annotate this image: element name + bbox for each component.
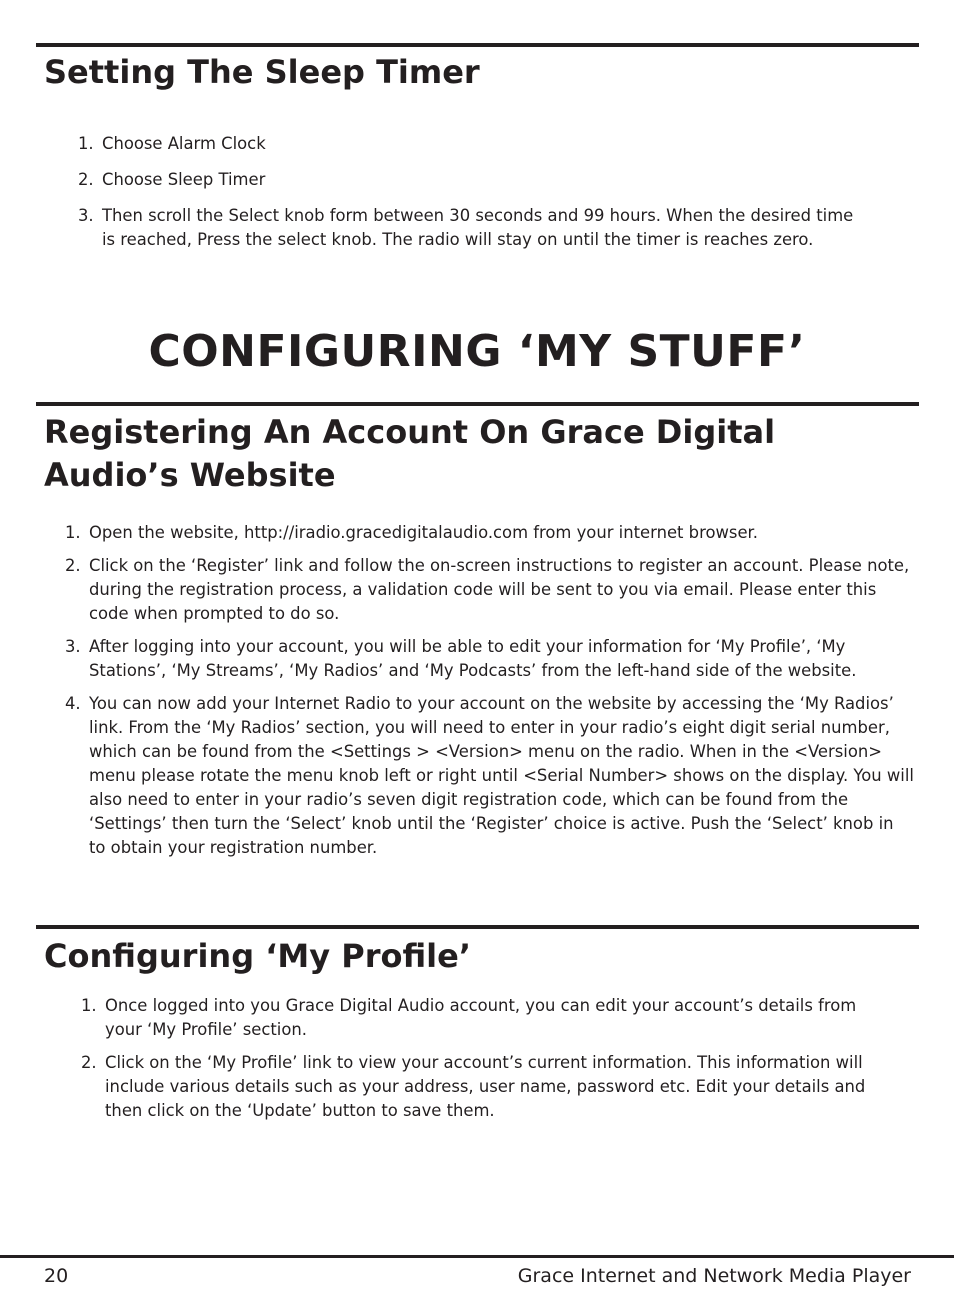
- list-item: [78, 168, 858, 192]
- section-rule-profile: [36, 925, 919, 929]
- step-number: 1.: [78, 134, 94, 153]
- heading-registering: Registering An Account On Grace Digital Audio’s Website: [44, 413, 776, 494]
- registering-steps: [65, 521, 915, 869]
- step-number: 2.: [65, 556, 81, 575]
- chapter-title: CONFIGURING ‘MY STUFF’: [148, 326, 806, 377]
- page-number: 20: [44, 1265, 69, 1287]
- step-number: 2.: [78, 170, 94, 189]
- step-number: 4.: [65, 694, 81, 713]
- step-text: Click on the ‘Register’ link and follow the on-screen instructions to register an account. Please note, during the registration process, a validation code will be sent to you via email. Please enter this code when prompted to do so.: [89, 556, 910, 623]
- profile-steps: [81, 994, 881, 1132]
- heading-profile: Configuring ‘My Profile’: [44, 937, 471, 975]
- step-text: Once logged into you Grace Digital Audio account, you can edit your account’s details from your ‘My Profile’ section.: [105, 996, 857, 1039]
- sleep-timer-steps: [78, 132, 858, 264]
- list-item: [78, 132, 858, 156]
- heading-sleep-timer: Setting The Sleep Timer: [44, 53, 480, 91]
- section-rule-sleep-timer: [36, 43, 919, 47]
- step-number: 1.: [65, 523, 81, 542]
- step-number: 3.: [78, 206, 94, 225]
- step-text: Choose Sleep Timer: [102, 170, 266, 189]
- step-number: 3.: [65, 637, 81, 656]
- step-number: 1.: [81, 996, 97, 1015]
- list-item: [65, 635, 915, 683]
- step-text: You can now add your Internet Radio to your account on the website by accessing the ‘My Radios’ link. From the ‘My Radios’ section, you will need to enter in your radio’s eight digit serial number, which can be found from the <Settings > <Version> menu on the radio. When in the <Version> menu please rotate the menu knob left or right until <Serial Number> shows on the display. You will also need to enter in your radio’s seven digit registration code, which can be found from the ‘Settings’ then turn the ‘Select’ knob until the ‘Register’ choice is active. Push the ‘Select’ knob in to obtain your registration number.: [89, 694, 914, 857]
- list-item: [65, 554, 915, 626]
- step-text: Open the website, http://iradio.gracedigitalaudio.com from your internet browser.: [89, 523, 758, 542]
- step-text: Then scroll the Select knob form between 30 seconds and 99 hours. When the desired time is reached, Press the select knob. The radio will stay on until the timer is reaches zero.: [102, 206, 854, 249]
- list-item: [81, 1051, 881, 1123]
- footer-title: Grace Internet and Network Media Player: [517, 1265, 911, 1287]
- step-text: Click on the ‘My Profile’ link to view your account’s current information. This information will include various details such as your address, user name, password etc. Edit your details and then click on the ‘Update’ button to save them.: [105, 1053, 866, 1120]
- list-item: [78, 204, 858, 252]
- list-item: [81, 994, 881, 1042]
- footer-rule: [0, 1255, 954, 1258]
- list-item: [65, 692, 915, 860]
- step-text: After logging into your account, you will be able to edit your information for ‘My Profile’, ‘My Stations’, ‘My Streams’, ‘My Radios’ and ‘My Podcasts’ from the left-hand side of the website.: [89, 637, 857, 680]
- step-number: 2.: [81, 1053, 97, 1072]
- step-text: Choose Alarm Clock: [102, 134, 266, 153]
- section-rule-registering: [36, 402, 919, 406]
- list-item: [65, 521, 915, 545]
